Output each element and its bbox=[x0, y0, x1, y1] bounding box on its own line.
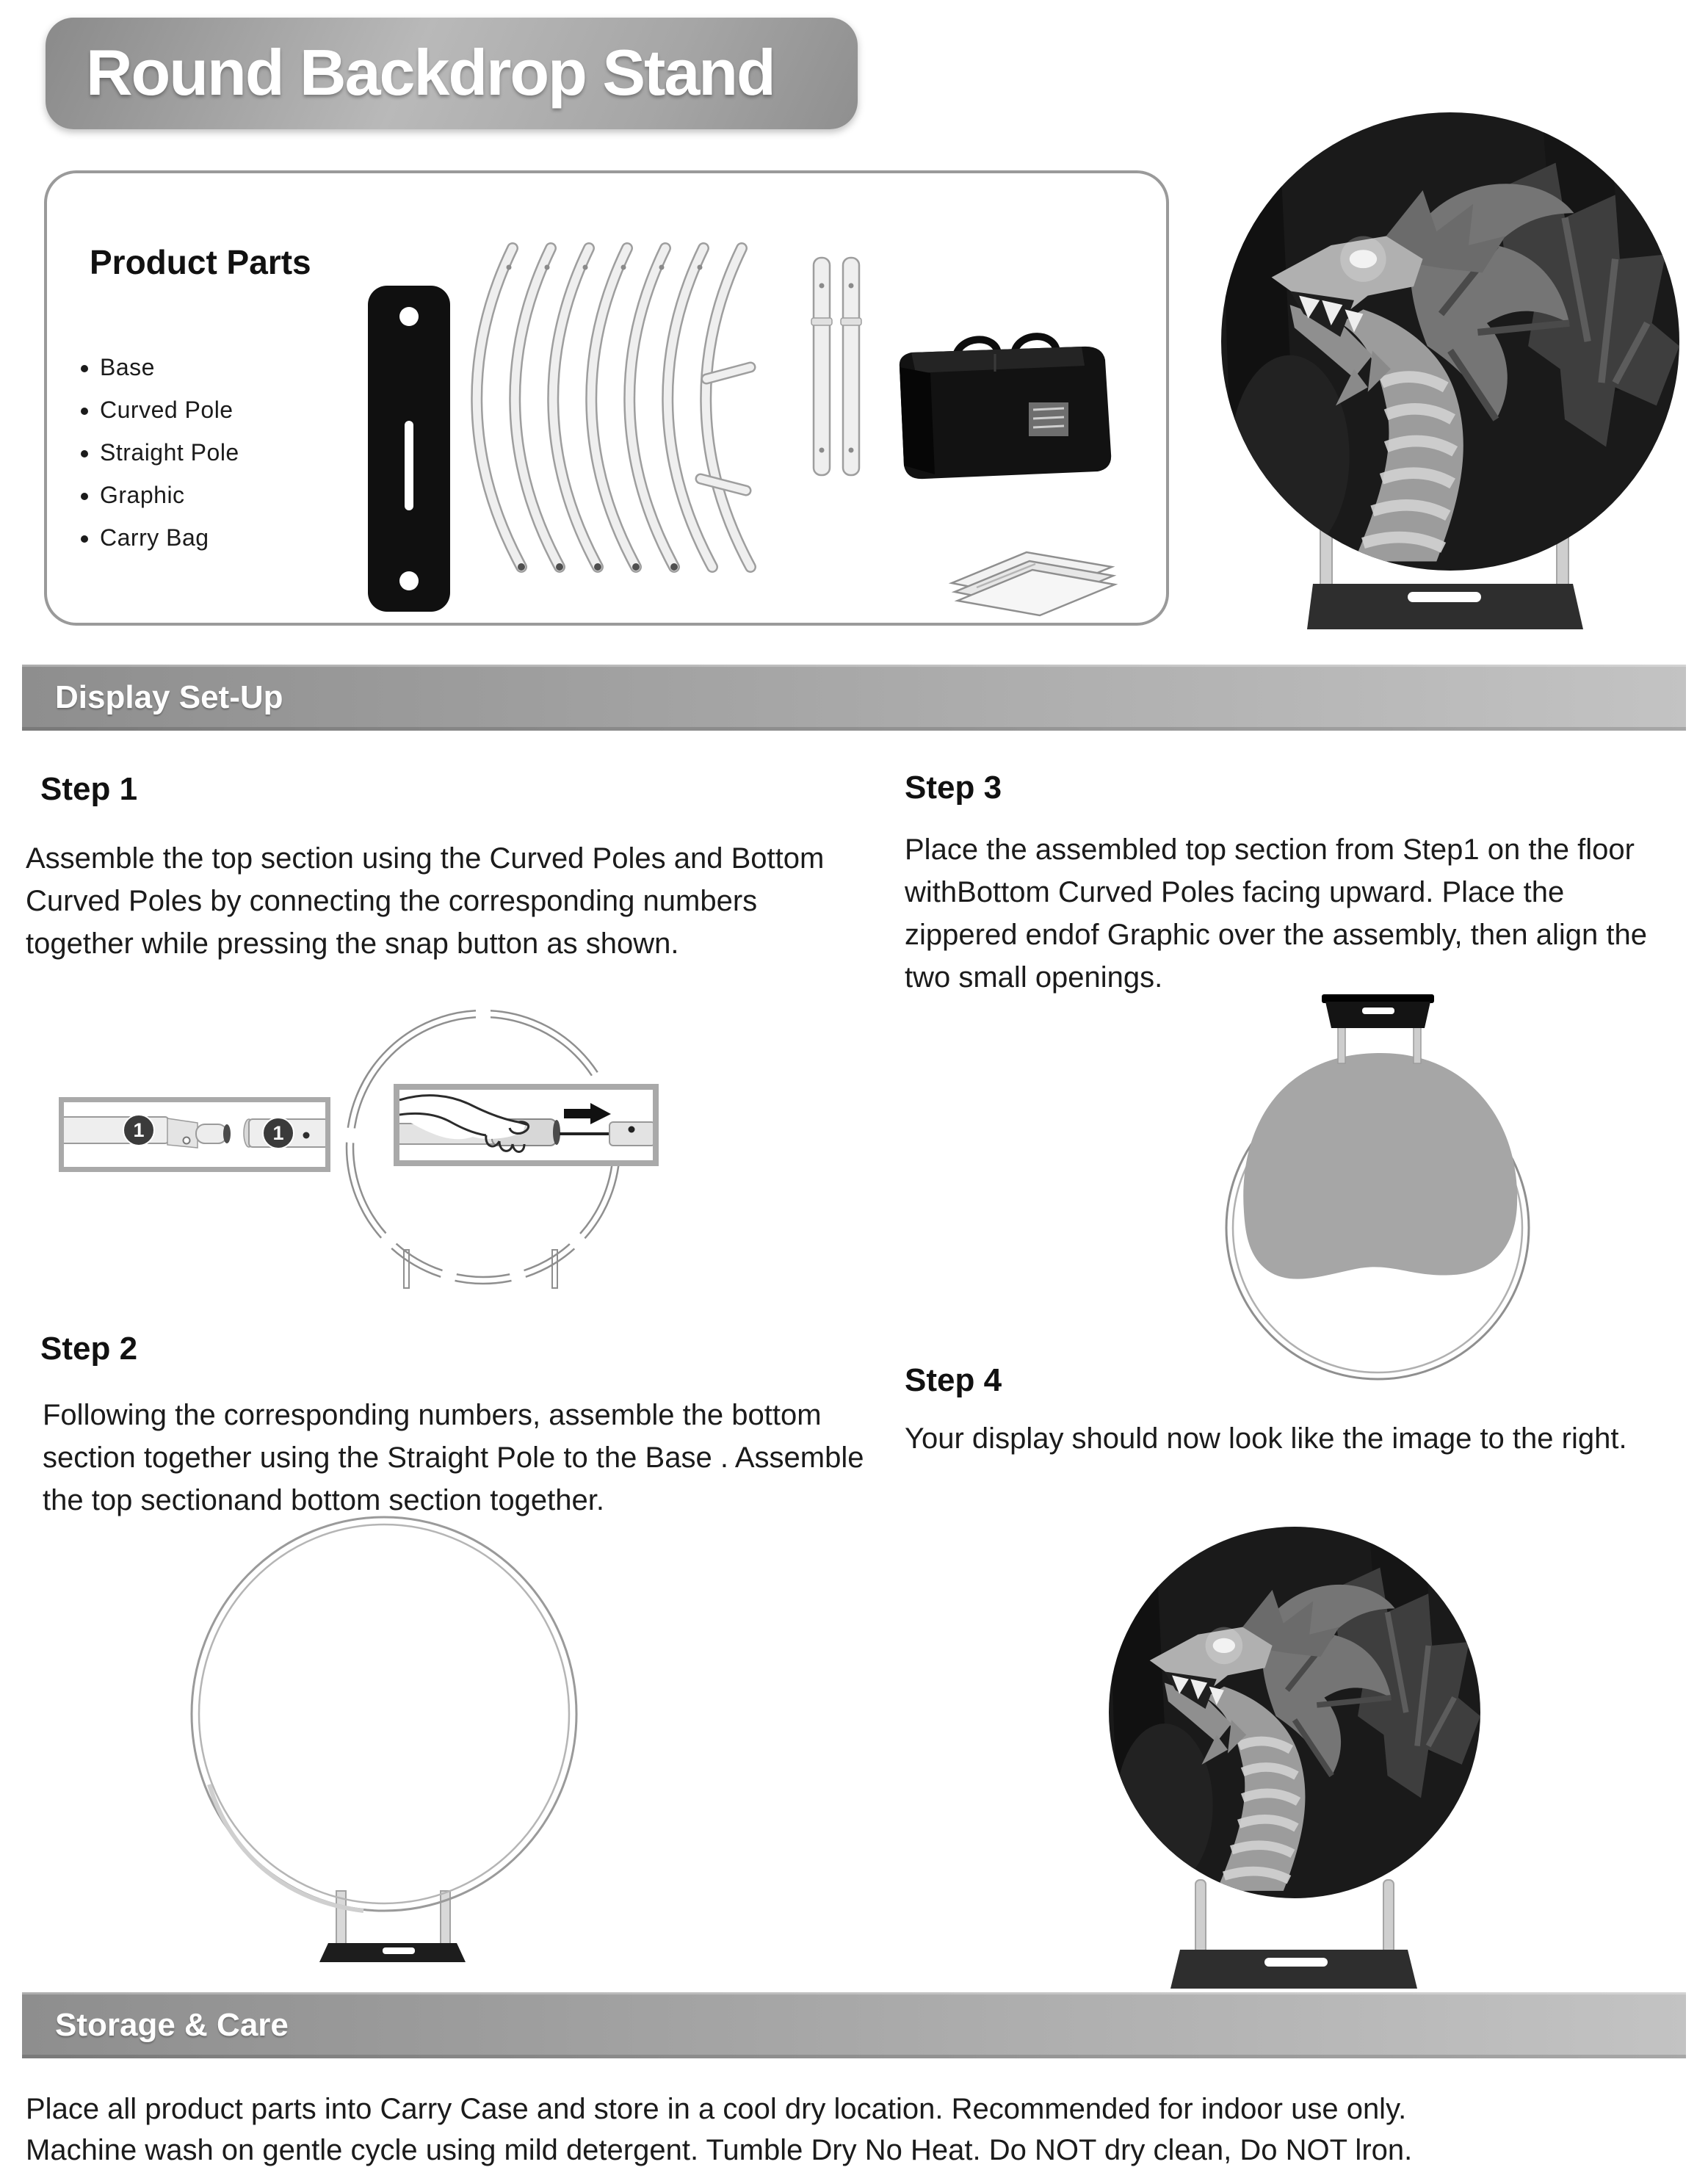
step1-snap-button-inset bbox=[394, 1084, 659, 1166]
step2-text: Following the corresponding numbers, assemble the bottom section together using the Straight Pole to the Base . Assemble the top sectionand bottom section together. bbox=[43, 1399, 864, 1516]
section-bar-storage-care bbox=[22, 1992, 1686, 2058]
graphic-fabric-illustration bbox=[947, 542, 1120, 619]
snap-button-illustration bbox=[399, 1090, 653, 1160]
step1-heading: Step 1 bbox=[40, 771, 138, 807]
curved-poles-illustration bbox=[448, 235, 786, 602]
straight-poles-illustration bbox=[808, 253, 881, 481]
final-display-dragon-photo bbox=[1109, 1527, 1480, 1898]
step4-text: Your display should now look like the image to the right. bbox=[905, 1422, 1627, 1455]
step4-heading: Step 4 bbox=[905, 1362, 1002, 1398]
step3-text: Place the assembled top section from Step1 on the floor withBottom Curved Poles facing upward. Place the zippered endof Graphic over the assembly, then align the two small openings. bbox=[905, 833, 1647, 994]
list-item: • Curved Pole bbox=[100, 397, 239, 424]
care-instructions-line1: Place all product parts into Carry Case and store in a cool dry location. Recommended for indoor use only. bbox=[26, 2093, 1407, 2125]
list-item: • Straight Pole bbox=[100, 439, 239, 466]
base-plate-illustration bbox=[363, 283, 459, 617]
pole-number-badge: 1 bbox=[133, 1119, 145, 1141]
list-item: • Carry Bag bbox=[100, 524, 239, 551]
product-parts-list bbox=[73, 354, 239, 567]
section-title: Storage & Care bbox=[55, 2007, 289, 2043]
step2-heading: Step 2 bbox=[40, 1331, 138, 1367]
page-title: Round Backdrop Stand bbox=[86, 36, 775, 109]
title-banner bbox=[46, 18, 858, 129]
step1-connector-inset bbox=[59, 1097, 330, 1172]
step3-graphic-diagram bbox=[1212, 984, 1549, 1395]
list-item: • Base bbox=[100, 354, 239, 381]
list-item: • Graphic bbox=[100, 482, 239, 509]
step2-frame-diagram bbox=[180, 1505, 591, 1975]
pole-number-badge: 1 bbox=[272, 1122, 284, 1144]
product-parts-heading: Product Parts bbox=[90, 243, 311, 281]
step1-text: Assemble the top section using the Curved Poles and Bottom Curved Poles by connecting the corresponding numbers together while pressing the snap button as shown. bbox=[26, 842, 825, 960]
step3-heading: Step 3 bbox=[905, 770, 1002, 806]
dragon-backdrop-photo bbox=[1221, 112, 1679, 571]
section-bar-display-setup bbox=[22, 665, 1686, 731]
carry-bag-illustration bbox=[885, 316, 1127, 496]
care-instructions-line2: Machine wash on gentle cycle using mild detergent. Tumble Dry No Heat. Do NOT dry clean, Do NOT lron. bbox=[26, 2134, 1413, 2166]
section-title: Display Set-Up bbox=[55, 679, 283, 715]
